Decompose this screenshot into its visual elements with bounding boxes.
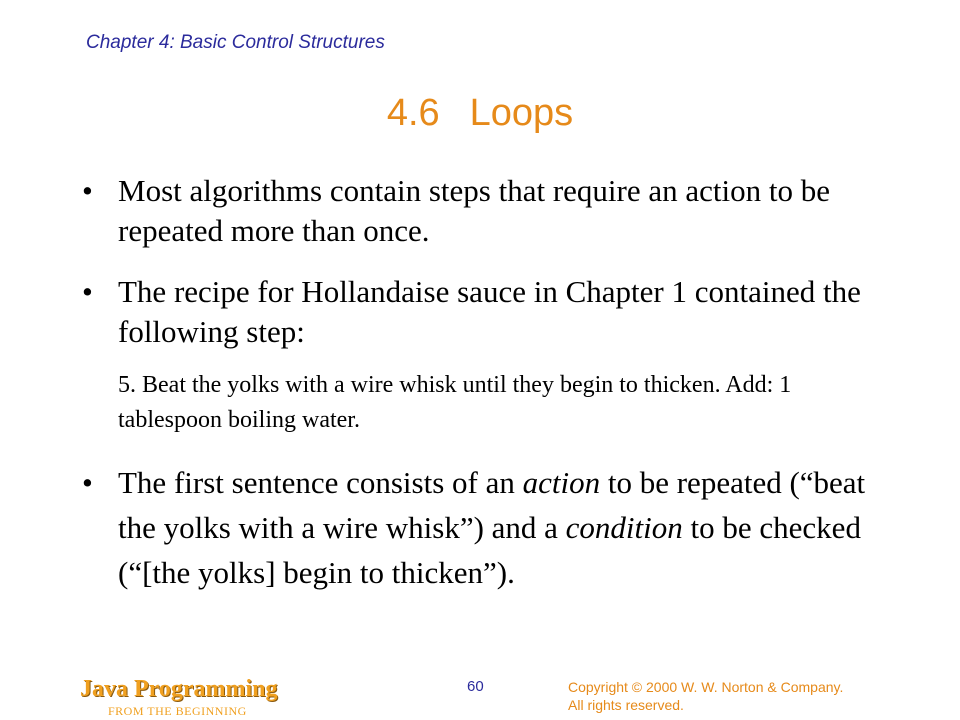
copyright-line: Copyright © 2000 W. W. Norton & Company. (568, 679, 844, 695)
bullet-text-part: The first sentence consists of an (118, 465, 523, 500)
emphasis-action: action (522, 465, 601, 500)
bullet-text: Most algorithms contain steps that require an action to be repeated more than once. (118, 173, 830, 248)
bullet-item (82, 460, 882, 595)
bullet-item (82, 171, 882, 251)
slide-title (0, 92, 960, 135)
bullet-dot: • (82, 465, 93, 500)
book-logo-subtitle: FROM THE BEGINNING (108, 704, 247, 718)
bullet-dot: • (82, 274, 93, 309)
book-logo-title: Java Programming (80, 676, 278, 702)
recipe-step: 5. Beat the yolks with a wire whisk until they begin to thicken. Add: 1 tablespoon boiling water. (118, 372, 792, 433)
bullet-text: The recipe for Hollandaise sauce in Chapter 1 contained the following step: (118, 274, 861, 349)
bullet-item (82, 272, 882, 352)
bullet-dot: • (82, 173, 93, 208)
section-title: Loops (469, 92, 574, 134)
page-number: 60 (467, 678, 484, 695)
copyright-notice (568, 678, 908, 714)
chapter-header: Chapter 4: Basic Control Structures (86, 32, 385, 53)
bullet-text (118, 460, 882, 595)
bullet-text-part: to be repeated (“beat the yolks with a wire whisk”) and a (118, 465, 866, 545)
bullet-text-part: to be checked (“[the yolks] begin to thicken”). (118, 510, 861, 590)
copyright-line: All rights reserved. (568, 697, 684, 713)
section-number: 4.6 (386, 92, 440, 134)
emphasis-condition: condition (565, 510, 683, 545)
